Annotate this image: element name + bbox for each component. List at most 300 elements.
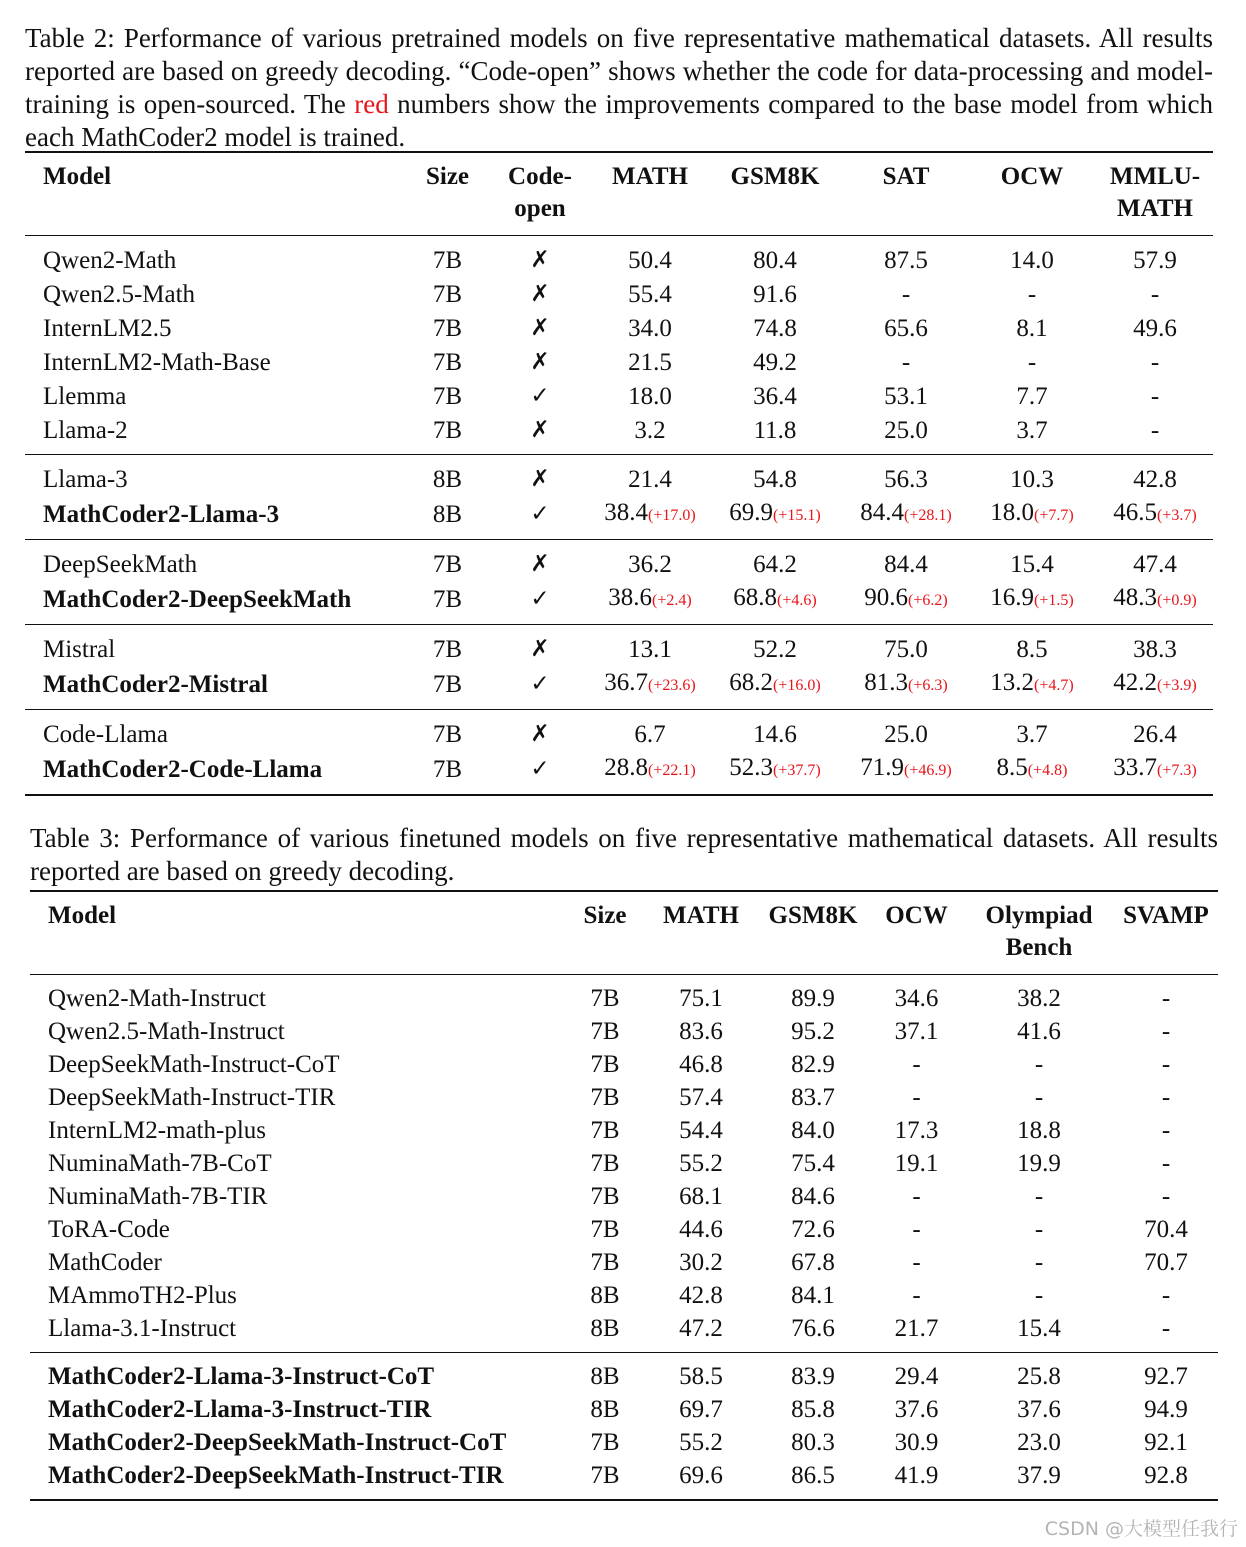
- gsm8k-value: 67.8: [791, 1249, 835, 1276]
- mmlu-math-cell: [1097, 710, 1213, 752]
- gsm8k-improvement: (+37.7): [773, 762, 821, 779]
- svamp-value: 70.7: [1144, 1249, 1188, 1276]
- size-cell: [565, 1246, 645, 1279]
- model-name: Llama-3.1-Instruct: [48, 1315, 237, 1342]
- olympiad-bench-value: 37.6: [1017, 1396, 1061, 1423]
- header-svamp: SVAMP: [1123, 902, 1209, 929]
- math-value: 42.8: [679, 1282, 723, 1309]
- size-cell: [410, 751, 485, 795]
- size-value: 7B: [432, 348, 463, 376]
- size-value: 7B: [590, 1216, 620, 1243]
- olympiad-bench-value: -: [1034, 1282, 1044, 1309]
- olympiad-bench-cell: [964, 1279, 1114, 1312]
- gsm8k-value: 14.6: [753, 720, 797, 748]
- olympiad-bench-cell: [964, 1246, 1114, 1279]
- sat-improvement: (+6.2): [908, 592, 948, 609]
- gsm8k-value: 86.5: [791, 1462, 835, 1489]
- ocw-value: 16.9: [990, 584, 1035, 611]
- ocw-cell: [967, 666, 1097, 710]
- gsm8k-cell: [757, 1353, 869, 1394]
- mmlu-math-improvement: (+0.9): [1157, 592, 1197, 609]
- code-open-value: ✗: [530, 551, 550, 577]
- olympiad-bench-cell: [964, 1081, 1114, 1114]
- math-value: 69.6: [679, 1462, 723, 1489]
- sat-cell: [845, 625, 967, 667]
- ocw-value: 8.5: [1016, 635, 1048, 663]
- ocw-value: 14.0: [1010, 246, 1054, 274]
- mmlu-math-cell: [1097, 751, 1213, 795]
- mmlu-math-cell: [1097, 581, 1213, 625]
- gsm8k-cell: [757, 975, 869, 1016]
- gsm8k-value: 54.8: [753, 465, 797, 493]
- code-open-value: ✗: [530, 349, 550, 375]
- math-cell: [595, 311, 705, 345]
- sat-value: 81.3: [864, 669, 909, 696]
- gsm8k-value: 74.8: [753, 314, 797, 342]
- size-cell: [565, 1015, 645, 1048]
- ocw-value: -: [912, 1051, 921, 1078]
- gsm8k-cell: [705, 666, 845, 710]
- size-value: 7B: [590, 1084, 620, 1111]
- size-cell: [410, 277, 485, 311]
- mmlu-math-cell: [1097, 277, 1213, 311]
- olympiad-bench-cell: [964, 1353, 1114, 1394]
- code-open-cell: [485, 236, 595, 278]
- table-row: [30, 1180, 1218, 1213]
- size-value: 8B: [432, 500, 463, 528]
- ocw-cell: [869, 1459, 964, 1500]
- math-cell: [645, 1393, 757, 1426]
- gsm8k-value: 64.2: [753, 550, 797, 578]
- sat-value: 56.3: [884, 465, 928, 493]
- code-open-cell: [485, 710, 595, 752]
- finetuned-models-table: [30, 890, 1218, 1501]
- size-value: 7B: [590, 1051, 620, 1078]
- code-open-value: ✗: [530, 636, 550, 662]
- size-value: 7B: [590, 1018, 620, 1045]
- math-value: 55.2: [679, 1150, 723, 1177]
- gsm8k-cell: [705, 345, 845, 379]
- olympiad-bench-cell: [964, 1312, 1114, 1353]
- model-name: MathCoder2-Llama-3: [43, 500, 280, 528]
- gsm8k-cell: [757, 1081, 869, 1114]
- code-open-cell: [485, 455, 595, 497]
- mmlu-math-cell: [1097, 455, 1213, 497]
- svamp-value: -: [1161, 1051, 1171, 1078]
- code-open-value: ✗: [530, 281, 550, 307]
- svamp-cell: [1114, 1213, 1218, 1246]
- table-row: [30, 1279, 1218, 1312]
- svamp-cell: [1114, 1180, 1218, 1213]
- ocw-value: 41.9: [894, 1462, 939, 1489]
- header-gsm8k: GSM8K: [730, 163, 820, 190]
- model-name: DeepSeekMath-Instruct-CoT: [48, 1051, 340, 1078]
- gsm8k-value: 91.6: [753, 280, 797, 308]
- ocw-value: 21.7: [894, 1315, 939, 1342]
- code-open-cell: [485, 581, 595, 625]
- math-value: 44.6: [679, 1216, 723, 1243]
- svamp-value: 92.1: [1144, 1429, 1188, 1456]
- sat-value: -: [901, 280, 911, 308]
- size-value: 7B: [432, 585, 463, 613]
- mmlu-math-value: 42.2: [1113, 669, 1158, 696]
- math-cell: [595, 666, 705, 710]
- ocw-cell: [869, 1147, 964, 1180]
- math-value: 47.2: [679, 1315, 723, 1342]
- ocw-value: 15.4: [1010, 550, 1054, 578]
- math-value: 38.6: [608, 584, 653, 611]
- svamp-cell: [1114, 1246, 1218, 1279]
- sat-cell: [845, 277, 967, 311]
- size-value: 7B: [432, 635, 463, 663]
- model-name: MAmmoTH2-Plus: [48, 1282, 237, 1309]
- olympiad-bench-cell: [964, 1147, 1114, 1180]
- mmlu-math-value: 49.6: [1133, 314, 1177, 342]
- gsm8k-value: 72.6: [791, 1216, 835, 1243]
- model-name: Llemma: [43, 382, 127, 410]
- gsm8k-value: 83.7: [791, 1084, 835, 1111]
- mmlu-math-value: -: [1150, 416, 1160, 444]
- size-cell: [410, 236, 485, 278]
- code-open-value: ✗: [530, 417, 550, 443]
- table-row: [30, 1393, 1218, 1426]
- size-value: 7B: [432, 755, 463, 783]
- svamp-cell: [1114, 975, 1218, 1016]
- svamp-value: 70.4: [1144, 1216, 1188, 1243]
- ocw-value: -: [1027, 280, 1037, 308]
- header-mmlu-line2: MATH: [1117, 195, 1193, 222]
- sat-improvement: (+46.9): [904, 762, 952, 779]
- ocw-cell: [869, 1015, 964, 1048]
- math-value: 34.0: [628, 314, 672, 342]
- model-name: MathCoder2-Mistral: [43, 670, 268, 698]
- math-value: 21.4: [628, 465, 672, 493]
- code-open-cell: [485, 540, 595, 582]
- sat-value: 84.4: [884, 550, 928, 578]
- gsm8k-cell: [757, 1015, 869, 1048]
- math-value: 36.7: [604, 669, 649, 696]
- math-value: 54.4: [679, 1117, 723, 1144]
- math-cell: [645, 1048, 757, 1081]
- gsm8k-value: 95.2: [791, 1018, 835, 1045]
- ocw-cell: [967, 345, 1097, 379]
- code-open-cell: [485, 379, 595, 413]
- gsm8k-improvement: (+15.1): [773, 507, 821, 524]
- gsm8k-value: 89.9: [791, 985, 835, 1012]
- mmlu-math-value: 47.4: [1133, 550, 1177, 578]
- pretrained-models-table: [25, 151, 1213, 796]
- olympiad-bench-value: 41.6: [1017, 1018, 1061, 1045]
- table-row: [30, 1147, 1218, 1180]
- mmlu-math-value: -: [1150, 348, 1160, 376]
- header-size: Size: [583, 902, 627, 929]
- sat-cell: [845, 311, 967, 345]
- svamp-value: 92.8: [1144, 1462, 1188, 1489]
- sat-value: 90.6: [864, 584, 909, 611]
- ocw-cell: [869, 1246, 964, 1279]
- ocw-cell: [869, 1213, 964, 1246]
- model-name: ToRA-Code: [48, 1216, 170, 1243]
- header-math: MATH: [663, 902, 739, 929]
- ocw-improvement: (+4.8): [1027, 762, 1068, 779]
- sat-value: 65.6: [884, 314, 928, 342]
- code-open-value: ✓: [530, 501, 550, 527]
- model-name: DeepSeekMath: [43, 550, 198, 578]
- ocw-cell: [869, 1426, 964, 1459]
- model-name: Qwen2.5-Math-Instruct: [48, 1018, 285, 1045]
- header-mmlu-line1: MMLU-: [1109, 163, 1201, 190]
- size-cell: [565, 1312, 645, 1353]
- sat-cell: [845, 666, 967, 710]
- sat-cell: [845, 236, 967, 278]
- olympiad-bench-cell: [964, 1393, 1114, 1426]
- ocw-value: 10.3: [1010, 465, 1054, 493]
- ocw-cell: [869, 1081, 964, 1114]
- size-value: 7B: [432, 670, 463, 698]
- sat-value: -: [901, 348, 911, 376]
- olympiad-bench-value: -: [1034, 1216, 1044, 1243]
- table-row: [30, 1246, 1218, 1279]
- code-open-value: ✗: [530, 315, 550, 341]
- ocw-cell: [869, 1353, 964, 1394]
- row-group: [30, 1353, 1218, 1501]
- svamp-cell: [1114, 1015, 1218, 1048]
- size-value: 7B: [590, 1462, 620, 1489]
- model-name: DeepSeekMath-Instruct-TIR: [48, 1084, 336, 1111]
- gsm8k-value: 82.9: [791, 1051, 835, 1078]
- ocw-cell: [967, 277, 1097, 311]
- sat-improvement: (+28.1): [904, 507, 952, 524]
- row-group: [25, 625, 1213, 710]
- gsm8k-value: 84.1: [791, 1282, 835, 1309]
- math-cell: [645, 1180, 757, 1213]
- gsm8k-value: 68.2: [729, 669, 774, 696]
- ocw-value: -: [912, 1216, 921, 1243]
- svamp-value: -: [1161, 985, 1171, 1012]
- sat-value: 25.0: [884, 416, 928, 444]
- table-row: [30, 1081, 1218, 1114]
- svamp-value: -: [1161, 1315, 1171, 1342]
- row-group: [30, 975, 1218, 1353]
- model-name: MathCoder2-Llama-3-Instruct-TIR: [48, 1396, 432, 1423]
- math-cell: [595, 379, 705, 413]
- mmlu-math-improvement: (+3.9): [1157, 677, 1197, 694]
- gsm8k-value: 75.4: [791, 1150, 835, 1177]
- gsm8k-value: 80.3: [791, 1429, 835, 1456]
- gsm8k-value: 76.6: [791, 1315, 835, 1342]
- math-value: 58.5: [679, 1363, 723, 1390]
- ocw-value: -: [912, 1084, 921, 1111]
- size-cell: [410, 379, 485, 413]
- model-name: InternLM2-math-plus: [48, 1117, 267, 1144]
- model-name: Mistral: [43, 635, 116, 663]
- size-value: 7B: [432, 382, 463, 410]
- mmlu-math-value: 26.4: [1133, 720, 1177, 748]
- math-cell: [595, 455, 705, 497]
- mmlu-math-cell: [1097, 625, 1213, 667]
- table-row: [25, 666, 1213, 710]
- sat-cell: [845, 379, 967, 413]
- math-cell: [595, 581, 705, 625]
- mmlu-math-value: -: [1150, 382, 1160, 410]
- size-value: 7B: [432, 246, 463, 274]
- size-value: 7B: [590, 1249, 620, 1276]
- size-cell: [410, 311, 485, 345]
- size-cell: [565, 1279, 645, 1312]
- math-cell: [595, 236, 705, 278]
- math-cell: [595, 277, 705, 311]
- math-value: 55.4: [628, 280, 672, 308]
- math-value: 55.2: [679, 1429, 723, 1456]
- model-name: Llama-3: [43, 465, 128, 493]
- size-value: 7B: [590, 1429, 620, 1456]
- olympiad-bench-cell: [964, 1213, 1114, 1246]
- gsm8k-improvement: (+16.0): [773, 677, 821, 694]
- model-name: Qwen2.5-Math: [43, 280, 196, 308]
- model-name: InternLM2.5: [43, 314, 172, 342]
- table-row: [25, 710, 1213, 752]
- ocw-value: 8.1: [1016, 314, 1048, 342]
- header-size: Size: [425, 163, 470, 190]
- gsm8k-cell: [705, 455, 845, 497]
- mmlu-math-value: 38.3: [1133, 635, 1177, 663]
- math-improvement: (+2.4): [652, 592, 692, 609]
- header-gsm8k: GSM8K: [768, 902, 858, 929]
- gsm8k-value: 84.0: [791, 1117, 835, 1144]
- ocw-cell: [869, 1114, 964, 1147]
- size-cell: [565, 1114, 645, 1147]
- sat-cell: [845, 710, 967, 752]
- table-row: [30, 1312, 1218, 1353]
- sat-value: 75.0: [884, 635, 928, 663]
- size-value: 7B: [590, 1183, 620, 1210]
- size-cell: [410, 496, 485, 540]
- ocw-value: 17.3: [894, 1117, 939, 1144]
- gsm8k-cell: [757, 1048, 869, 1081]
- olympiad-bench-value: 37.9: [1017, 1462, 1061, 1489]
- size-cell: [565, 975, 645, 1016]
- table-row: [25, 625, 1213, 667]
- code-open-cell: [485, 277, 595, 311]
- gsm8k-cell: [705, 496, 845, 540]
- table-row: [25, 496, 1213, 540]
- math-value: 46.8: [679, 1051, 723, 1078]
- ocw-value: 29.4: [894, 1363, 939, 1390]
- model-name: MathCoder2-Code-Llama: [43, 755, 323, 783]
- gsm8k-cell: [757, 1147, 869, 1180]
- sat-improvement: (+6.3): [908, 677, 948, 694]
- table-row: [30, 1426, 1218, 1459]
- code-open-value: ✗: [530, 466, 550, 492]
- math-improvement: (+17.0): [648, 507, 696, 524]
- size-value: 8B: [590, 1282, 620, 1309]
- gsm8k-value: 83.9: [791, 1363, 835, 1390]
- ocw-value: 37.1: [894, 1018, 939, 1045]
- sat-value: 71.9: [860, 754, 905, 781]
- table-row: [30, 1048, 1218, 1081]
- size-cell: [565, 1180, 645, 1213]
- table3-caption: Table 3: Performance of various finetuned models on five representative mathematical datasets. All results reported are based on greedy decoding.: [30, 823, 1218, 886]
- gsm8k-cell: [757, 1426, 869, 1459]
- gsm8k-cell: [705, 751, 845, 795]
- ocw-value: 18.0: [990, 499, 1035, 526]
- ocw-value: -: [912, 1249, 921, 1276]
- gsm8k-cell: [705, 540, 845, 582]
- table2-caption: [25, 22, 1213, 154]
- math-cell: [595, 540, 705, 582]
- mmlu-math-cell: [1097, 345, 1213, 379]
- sat-cell: [845, 345, 967, 379]
- math-cell: [645, 1246, 757, 1279]
- code-open-cell: [485, 625, 595, 667]
- gsm8k-cell: [705, 625, 845, 667]
- ocw-cell: [967, 540, 1097, 582]
- svamp-value: -: [1161, 1018, 1171, 1045]
- gsm8k-value: 52.3: [729, 754, 774, 781]
- model-name: InternLM2-Math-Base: [43, 348, 271, 376]
- mmlu-math-improvement: (+3.7): [1157, 507, 1197, 524]
- math-value: 75.1: [679, 985, 723, 1012]
- math-improvement: (+22.1): [648, 762, 696, 779]
- ocw-value: 7.7: [1016, 382, 1048, 410]
- sat-cell: [845, 581, 967, 625]
- size-value: 7B: [432, 314, 463, 342]
- size-cell: [565, 1426, 645, 1459]
- row-group: [25, 236, 1213, 455]
- olympiad-bench-value: 15.4: [1017, 1315, 1061, 1342]
- math-cell: [645, 1114, 757, 1147]
- olympiad-bench-cell: [964, 1459, 1114, 1500]
- gsm8k-value: 85.8: [791, 1396, 835, 1423]
- ocw-cell: [869, 1180, 964, 1213]
- table2-header-row: [25, 152, 1213, 236]
- header-olympiad-bench: [964, 891, 1114, 975]
- ocw-cell: [967, 413, 1097, 455]
- math-cell: [645, 1279, 757, 1312]
- table-row: [30, 1114, 1218, 1147]
- code-open-cell: [485, 311, 595, 345]
- row-group: [25, 540, 1213, 625]
- size-cell: [410, 540, 485, 582]
- header-olympiad-line1: Olympiad: [985, 902, 1093, 929]
- svamp-cell: [1114, 1353, 1218, 1394]
- table2-caption-start: Table 2: Performance of various pretrained models on five representative mathematical datasets. All results reported are based on greedy decoding. “Code-open” shows whether the code for data-processing and model-training is open-sourced. The: [25, 23, 1213, 119]
- model-name: MathCoder2-Llama-3-Instruct-CoT: [48, 1363, 435, 1390]
- svamp-cell: [1114, 1081, 1218, 1114]
- math-value: 13.1: [628, 635, 672, 663]
- ocw-cell: [869, 1312, 964, 1353]
- model-name: Code-Llama: [43, 720, 168, 748]
- ocw-cell: [967, 311, 1097, 345]
- size-cell: [410, 666, 485, 710]
- table-row: [25, 277, 1213, 311]
- gsm8k-value: 69.9: [729, 499, 774, 526]
- mmlu-math-value: -: [1150, 280, 1160, 308]
- olympiad-bench-cell: [964, 1426, 1114, 1459]
- size-value: 7B: [432, 720, 463, 748]
- math-cell: [595, 751, 705, 795]
- ocw-value: 37.6: [894, 1396, 939, 1423]
- header-model: Model: [48, 902, 117, 929]
- size-value: 7B: [432, 416, 463, 444]
- model-name: NuminaMath-7B-CoT: [48, 1150, 272, 1177]
- ocw-cell: [967, 379, 1097, 413]
- sat-value: 53.1: [884, 382, 928, 410]
- table-row: [25, 345, 1213, 379]
- gsm8k-cell: [705, 710, 845, 752]
- table-row: [25, 581, 1213, 625]
- ocw-value: -: [912, 1183, 921, 1210]
